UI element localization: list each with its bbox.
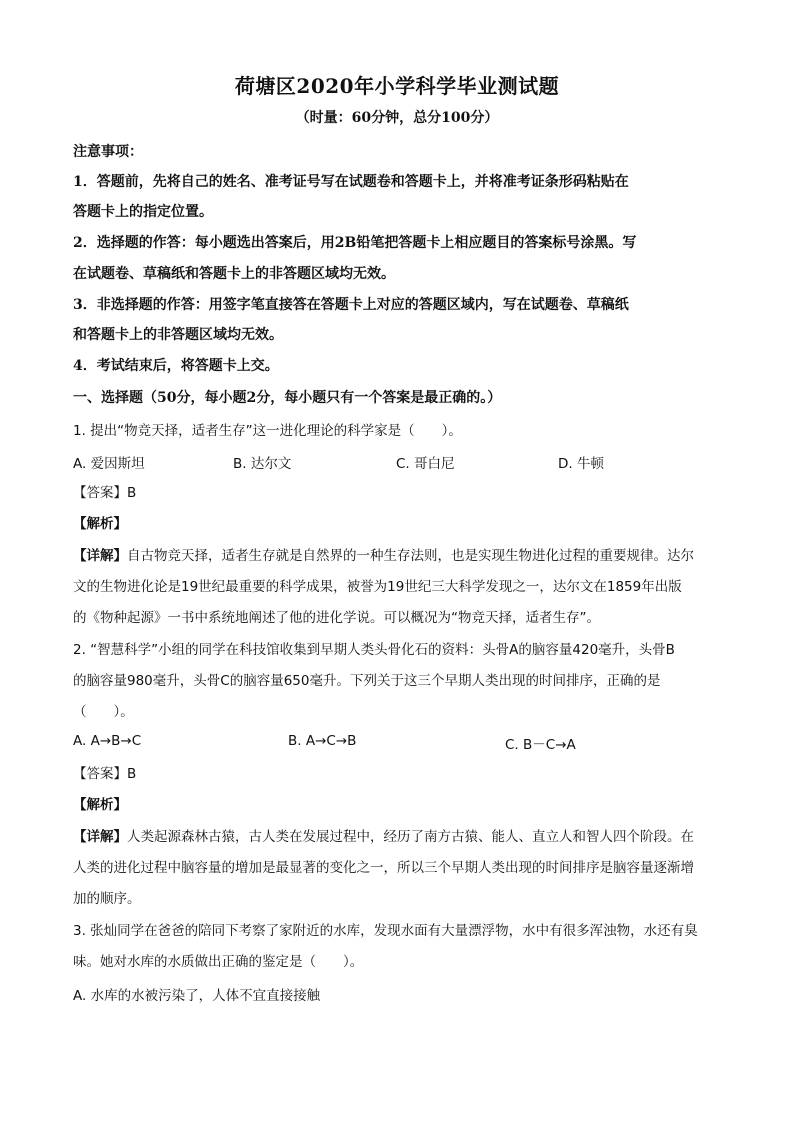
q2-answer: 【答案】B: [73, 766, 137, 782]
notes-line: 和答题卡上的非答题区域均无效。: [73, 327, 283, 343]
q1-option-c: C. 哥白尼: [396, 456, 455, 472]
notes-heading: 注意事项：: [73, 144, 143, 160]
q2-detail-line: 加的顺序。: [73, 891, 141, 907]
q1-detail-line: 的《物种起源》一书中系统地阐述了他的进化学说。可以概况为“物竞天择，适者生存”。: [73, 610, 600, 626]
q1-detail-line: 文的生物进化论是19世纪最重要的科学成果，被誉为19世纪三大科学发现之一，达尔文在1859年出版: [73, 579, 682, 595]
q2-detail-tag: 【详解】: [73, 829, 127, 845]
q2-analysis: 【解析】: [73, 797, 127, 813]
question-3-stem: 味。她对水库的水质做出正确的鉴定是（ ）。: [73, 954, 364, 970]
q2-detail-text: 人类起源森林古猿，古人类在发展过程中，经历了南方古猿、能人、直立人和智人四个阶段。在: [127, 829, 694, 845]
notes-line: 2．选择题的作答：每小题选出答案后，用2B铅笔把答题卡上相应题目的答案标号涂黑。写: [73, 235, 637, 251]
q3-option-a: A. 水库的水被污染了，人体不宜直接接触: [73, 988, 321, 1004]
q2-option-a: A. A→B→C: [73, 733, 142, 749]
section-heading: 一、选择题（50分，每小题2分，每小题只有一个答案是最正确的。）: [73, 390, 502, 406]
q1-answer: 【答案】B: [73, 485, 137, 501]
notes-line: 4．考试结束后，将答题卡上交。: [73, 358, 279, 374]
page-title: 荷塘区2020年小学科学毕业测试题: [234, 74, 560, 98]
q1-detail-tag: 【详解】: [73, 548, 127, 564]
notes-line: 答题卡上的指定位置。: [73, 204, 213, 220]
question-2-stem: 2. “智慧科学”小组的同学在科技馆收集到早期人类头骨化石的资料：头骨A的脑容量420毫升，头骨B: [73, 642, 675, 658]
question-2-stem: （ ）。: [73, 704, 134, 720]
q1-option-d: D. 牛顿: [558, 456, 604, 472]
q2-detail-line: 人类的进化过程中脑容量的增加是最显著的变化之一，所以三个早期人类出现的时间排序是脑容量逐渐增: [73, 860, 694, 876]
notes-line: 1．答题前，先将自己的姓名、准考证号写在试题卷和答题卡上，并将准考证条形码粘贴在: [73, 174, 629, 190]
question-2-stem: 的脑容量980毫升，头骨C的脑容量650毫升。下列关于这三个早期人类出现的时间排序，正确的是: [73, 673, 661, 689]
q2-option-b: B. A→C→B: [288, 733, 357, 749]
q1-option-b: B. 达尔文: [233, 456, 292, 472]
question-1-stem: 1. 提出“物竞天择，适者生存”这一进化理论的科学家是（ ）。: [73, 423, 462, 439]
q1-detail-line: [73, 546, 733, 566]
q1-detail-text: 自古物竞天择，适者生存就是自然界的一种生存法则，也是实现生物进化过程的重要规律。达尔: [127, 548, 694, 564]
q2-detail-line: [73, 827, 733, 847]
q2-option-c: C. B－C→A: [505, 737, 576, 753]
notes-line: 3．非选择题的作答：用签字笔直接答在答题卡上对应的答题区域内，写在试题卷、草稿纸: [73, 297, 629, 313]
q1-option-a: A. 爱因斯坦: [73, 456, 145, 472]
q1-analysis: 【解析】: [73, 516, 127, 532]
page-subtitle: （时量：60分钟，总分100分）: [295, 110, 499, 126]
question-3-stem: 3. 张灿同学在爸爸的陪同下考察了家附近的水库，发现水面有大量漂浮物，水中有很多浑浊物，水还有臭: [73, 923, 698, 939]
notes-line: 在试题卷、草稿纸和答题卡上的非答题区域均无效。: [73, 266, 395, 282]
